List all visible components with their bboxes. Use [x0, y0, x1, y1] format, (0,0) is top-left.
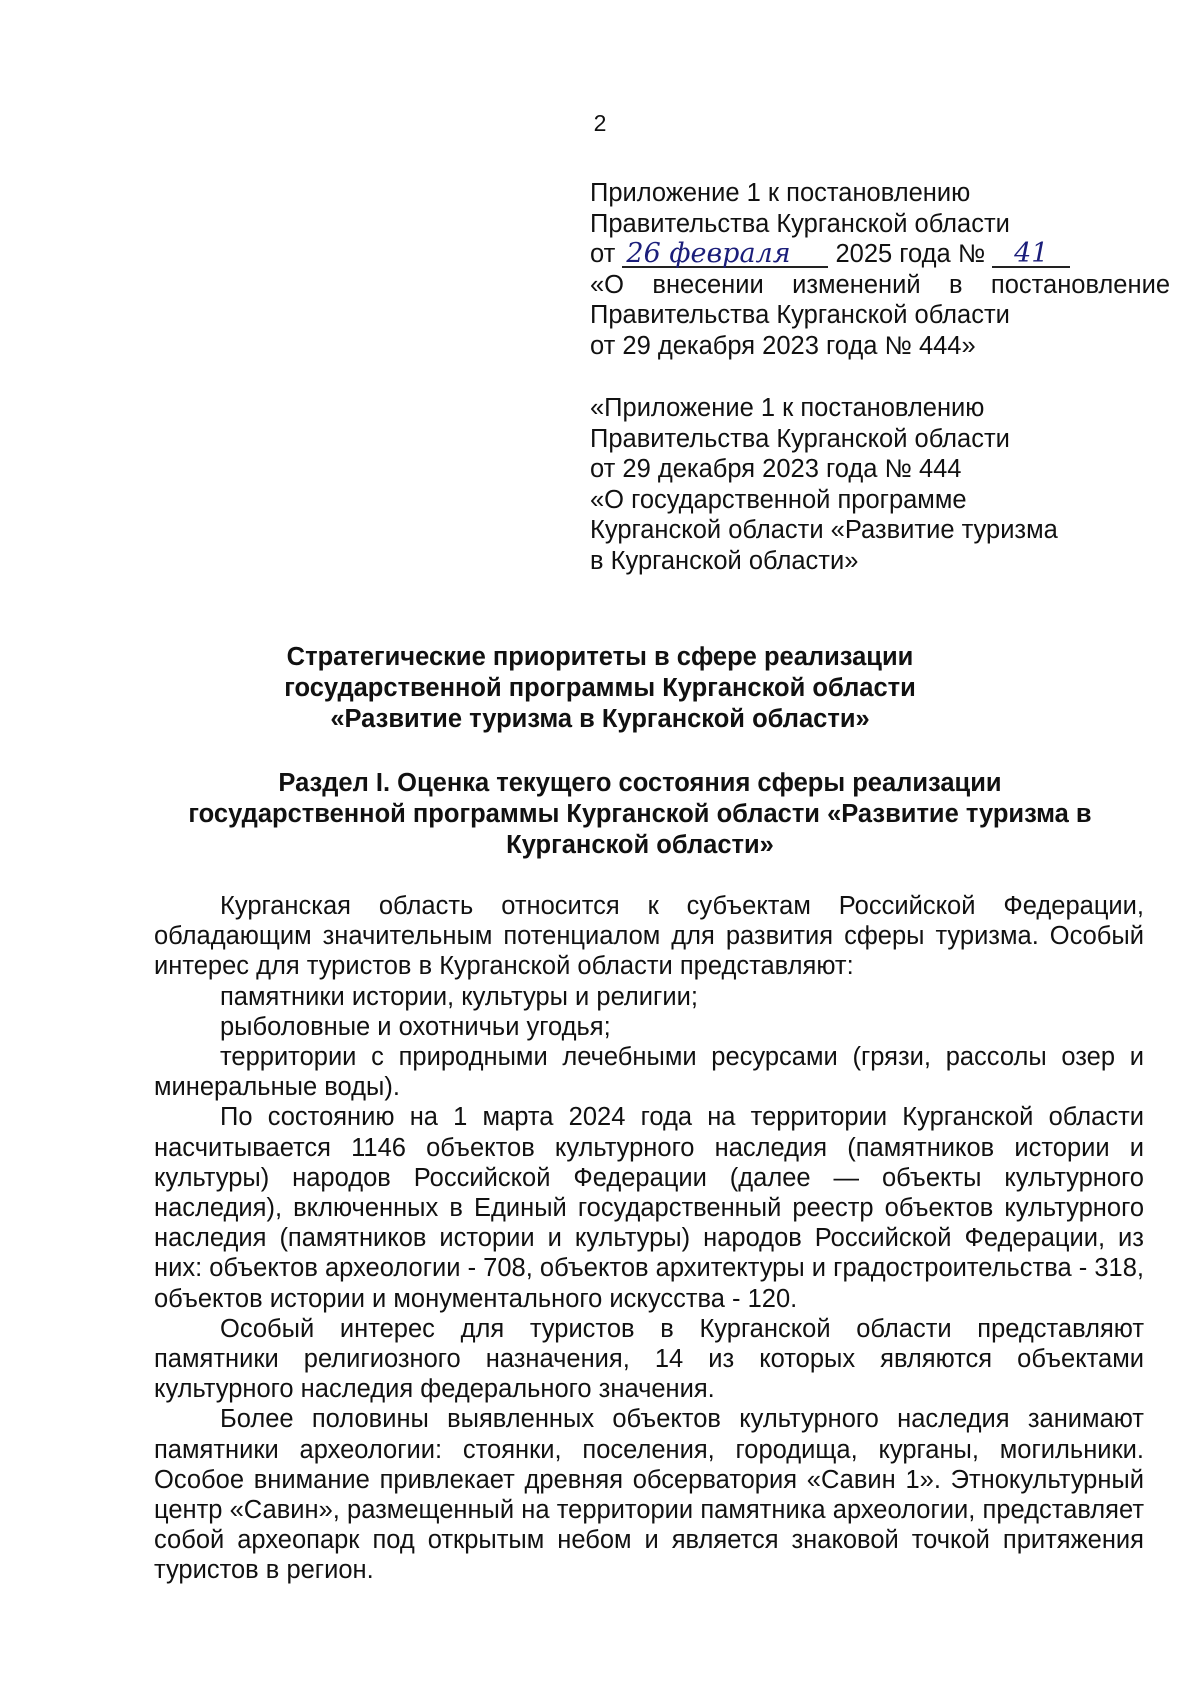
annex-line: Правительства Курганской области	[590, 209, 1010, 238]
annex2-line: в Курганской области»	[590, 546, 859, 575]
document-body	[154, 891, 1144, 1586]
annex2-line: Курганской области «Развитие туризма	[590, 516, 1058, 544]
section-line: Курганской области»	[506, 831, 774, 859]
paragraph: территории с природными лечебными ресурсами (грязи, рассолы озер и минеральные воды).	[154, 1043, 1144, 1102]
annex-line: Приложение 1 к постановлению	[590, 179, 971, 207]
title-line: «Развитие туризма в Курганской области»	[330, 705, 870, 733]
annex-line: от 29 декабря 2023 года № 444»	[590, 331, 976, 360]
annex-line: Правительства Курганской области	[590, 301, 1010, 329]
paragraph: Курганская область относится к субъектам Российской Федерации, обладающим значительным потенциалом для развития сферы туризма. Особый интерес для туристов в Курганской области представляют:	[154, 892, 1144, 981]
annex2-line: от 29 декабря 2023 года № 444	[590, 455, 962, 483]
paragraph: Особый интерес для туристов в Курганской области представляют памятники религиозного назначения, 14 из которых являются объектами культурного наследия федерального значения.	[154, 1314, 1144, 1404]
document-title	[150, 642, 1050, 735]
title-line: государственной программы Курганской области	[284, 674, 916, 702]
section-line: государственной программы Курганской области «Развитие туризма в	[188, 800, 1092, 828]
annex2-line: «О государственной программе	[590, 485, 967, 514]
list-item: памятники истории, культуры и религии;	[220, 982, 698, 1011]
page-number: 2	[593, 110, 607, 136]
title-line: Стратегические приоритеты в сфере реализации	[286, 643, 914, 671]
section-line: Раздел I. Оценка текущего состояния сферы реализации	[278, 769, 1002, 797]
year-text: 2025 года №	[835, 240, 986, 268]
annex-date-line	[590, 239, 1170, 270]
annex-original-header	[590, 393, 1170, 576]
handwritten-date: 26 февраля	[622, 242, 828, 268]
handwritten-number: 41	[992, 242, 1070, 268]
annex-line: «О внесении изменений в постановление	[590, 270, 1170, 299]
paragraph: По состоянию на 1 марта 2024 года на территории Курганской области насчитывается 1146 объектов культурного наследия (памятников истории и культуры) народов Российской Федерации (далее — объекты культурного наследия), включенных в Единый государственный реестр объектов культурного наследия (памятников истории и культуры) народов Российской Федерации, из них: объектов археологии - 708, объектов архитектуры и градостроительства - 318, объектов истории и монументального искусства - 120.	[154, 1103, 1144, 1313]
paragraph: Более половины выявленных объектов культурного наследия занимают памятники археологии: стоянки, поселения, городища, курганы, могильники. Особое внимание привлекает древняя обсерватория «Савин 1». Этнокультурный центр «Савин», размещенный на территории памятника археологии, представляет собой археопарк под открытым небом и является знаковой точкой притяжения туристов в регион.	[154, 1405, 1144, 1585]
annex-header	[590, 178, 1170, 361]
section-heading	[150, 768, 1130, 861]
list-item: рыболовные и охотничьи угодья;	[220, 1012, 611, 1041]
annex2-line: «Приложение 1 к постановлению	[590, 394, 985, 422]
annex2-line: Правительства Курганской области	[590, 424, 1010, 453]
date-prefix: от	[590, 240, 616, 268]
